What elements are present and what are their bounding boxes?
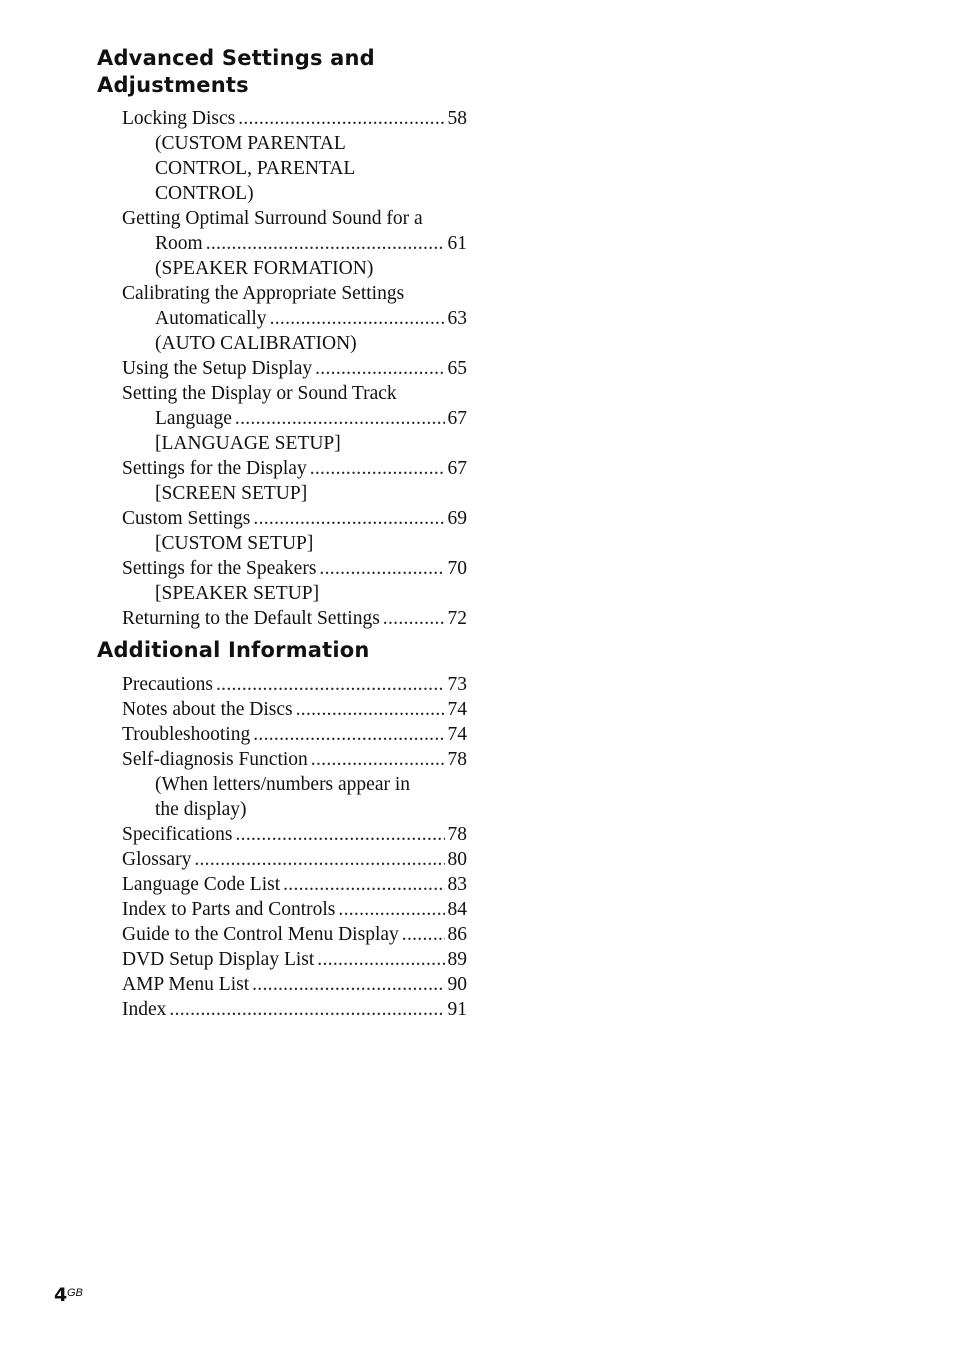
toc-entry-title: Glossary bbox=[122, 849, 192, 870]
toc-entry-subtitle bbox=[122, 431, 467, 456]
page-number-suffix: GB bbox=[67, 1287, 83, 1299]
toc-entry-glossary[interactable] bbox=[122, 847, 467, 872]
toc-entry-amp-menu-list[interactable] bbox=[122, 972, 467, 997]
toc-entry-subtitle-text: (CUSTOM PARENTAL bbox=[155, 133, 346, 154]
toc-entry-title: Custom Settings bbox=[122, 508, 251, 529]
toc-page-number: 78 bbox=[447, 824, 467, 845]
toc-entry-title: Specifications bbox=[122, 824, 233, 845]
toc-entry-subtitle bbox=[122, 481, 467, 506]
toc-entry-troubleshooting[interactable] bbox=[122, 722, 467, 747]
toc-entry-subtitle-text: [SCREEN SETUP] bbox=[155, 483, 308, 504]
dot-leader bbox=[206, 231, 445, 256]
heading-line: Advanced Settings and bbox=[97, 46, 375, 70]
dot-leader bbox=[216, 672, 445, 697]
dot-leader bbox=[252, 972, 444, 997]
toc-entry-subtitle bbox=[122, 331, 467, 356]
toc-page-number: 70 bbox=[447, 558, 467, 579]
toc-entry-title: Room bbox=[155, 233, 203, 254]
toc-entry-index[interactable] bbox=[122, 997, 467, 1022]
toc-page-number: 73 bbox=[447, 674, 467, 695]
section-heading-advanced-settings bbox=[97, 45, 375, 99]
toc-page-number: 86 bbox=[447, 924, 467, 945]
toc-entry-title: DVD Setup Display List bbox=[122, 949, 315, 970]
toc-entry-custom-settings[interactable] bbox=[122, 506, 467, 531]
toc-entry-title: Setting the Display or Sound Track bbox=[122, 383, 397, 404]
toc-entry-default-settings[interactable] bbox=[122, 606, 467, 631]
toc-entry-title: Getting Optimal Surround Sound for a bbox=[122, 208, 423, 229]
dot-leader bbox=[253, 722, 444, 747]
dot-leader bbox=[311, 747, 445, 772]
toc-entry-title: AMP Menu List bbox=[122, 974, 250, 995]
toc-entry-title: Using the Setup Display bbox=[122, 358, 313, 379]
section-heading-additional-information bbox=[97, 637, 370, 664]
toc-entry-title: Language Code List bbox=[122, 874, 281, 895]
toc-page-number: 91 bbox=[447, 999, 467, 1020]
page-number: 4 bbox=[54, 1284, 68, 1306]
toc-entry-subtitle-text: CONTROL) bbox=[155, 183, 254, 204]
toc-entry-title: Self-diagnosis Function bbox=[122, 749, 308, 770]
dot-leader bbox=[310, 456, 445, 481]
toc-entry-subtitle bbox=[122, 156, 467, 181]
toc-entry-settings-display[interactable] bbox=[122, 456, 467, 481]
toc-page-number: 69 bbox=[447, 508, 467, 529]
toc-page-number: 78 bbox=[447, 749, 467, 770]
heading-line: Adjustments bbox=[97, 73, 249, 97]
dot-leader bbox=[169, 997, 444, 1022]
toc-entry-title: Troubleshooting bbox=[122, 724, 251, 745]
dot-leader bbox=[317, 947, 444, 972]
toc-entry-optimal-surround[interactable] bbox=[122, 206, 467, 231]
toc-entry-subtitle bbox=[122, 772, 467, 797]
toc-page-number: 83 bbox=[447, 874, 467, 895]
dot-leader bbox=[402, 922, 445, 947]
toc-page-number: 65 bbox=[447, 358, 467, 379]
toc-entry-subtitle-text: [LANGUAGE SETUP] bbox=[155, 433, 341, 454]
toc-entry-notes-discs[interactable] bbox=[122, 697, 467, 722]
toc-entry-settings-speakers[interactable] bbox=[122, 556, 467, 581]
dot-leader bbox=[319, 556, 444, 581]
toc-entry-title: Guide to the Control Menu Display bbox=[122, 924, 399, 945]
toc-entry-subtitle bbox=[122, 181, 467, 206]
toc-list-advanced-settings bbox=[122, 106, 467, 631]
toc-entry-subtitle-text: [CUSTOM SETUP] bbox=[155, 533, 314, 554]
toc-page-number: 80 bbox=[447, 849, 467, 870]
toc-entry-continuation[interactable] bbox=[122, 231, 467, 256]
heading-line: Additional Information bbox=[97, 638, 370, 662]
dot-leader bbox=[315, 356, 444, 381]
toc-entry-title: Language bbox=[155, 408, 232, 429]
toc-page-number: 63 bbox=[447, 308, 467, 329]
toc-entry-subtitle-text: (AUTO CALIBRATION) bbox=[155, 333, 357, 354]
dot-leader bbox=[235, 822, 444, 847]
toc-entry-continuation[interactable] bbox=[122, 306, 467, 331]
dot-leader bbox=[338, 897, 444, 922]
toc-entry-title: Index to Parts and Controls bbox=[122, 899, 336, 920]
toc-entry-subtitle-text: (When letters/numbers appear in bbox=[155, 774, 411, 795]
toc-entry-specifications[interactable] bbox=[122, 822, 467, 847]
dot-leader bbox=[296, 697, 445, 722]
dot-leader bbox=[194, 847, 444, 872]
toc-page-number: 90 bbox=[447, 974, 467, 995]
toc-entry-title: Index bbox=[122, 999, 167, 1020]
toc-entry-calibrating[interactable] bbox=[122, 281, 467, 306]
toc-entry-subtitle bbox=[122, 131, 467, 156]
toc-page-number: 61 bbox=[447, 233, 467, 254]
toc-entry-locking-discs[interactable] bbox=[122, 106, 467, 131]
toc-entry-title: Calibrating the Appropriate Settings bbox=[122, 283, 405, 304]
toc-entry-title: Returning to the Default Settings bbox=[122, 608, 380, 629]
toc-page-number: 84 bbox=[447, 899, 467, 920]
toc-entry-title: Automatically bbox=[155, 308, 267, 329]
toc-entry-subtitle bbox=[122, 256, 467, 281]
toc-entry-subtitle-text: the display) bbox=[155, 799, 247, 820]
toc-entry-subtitle-text: [SPEAKER SETUP] bbox=[155, 583, 320, 604]
toc-entry-title: Precautions bbox=[122, 674, 213, 695]
toc-entry-setup-display[interactable] bbox=[122, 356, 467, 381]
toc-page-number: 72 bbox=[447, 608, 467, 629]
toc-entry-continuation[interactable] bbox=[122, 406, 467, 431]
toc-page-number: 67 bbox=[447, 458, 467, 479]
dot-leader bbox=[253, 506, 444, 531]
dot-leader bbox=[235, 406, 445, 431]
toc-entry-title: Notes about the Discs bbox=[122, 699, 293, 720]
toc-entry-subtitle-text: CONTROL, PARENTAL bbox=[155, 158, 356, 179]
toc-entry-subtitle bbox=[122, 581, 467, 606]
toc-entry-precautions[interactable] bbox=[122, 672, 467, 697]
toc-list-additional-information bbox=[122, 672, 467, 1022]
toc-entry-subtitle bbox=[122, 531, 467, 556]
dot-leader bbox=[283, 872, 444, 897]
toc-entry-subtitle bbox=[122, 797, 467, 822]
toc-page-number: 67 bbox=[447, 408, 467, 429]
toc-page-number: 74 bbox=[447, 699, 467, 720]
toc-page-number: 74 bbox=[447, 724, 467, 745]
dot-leader bbox=[270, 306, 445, 331]
toc-entry-language-code-list[interactable] bbox=[122, 872, 467, 897]
dot-leader bbox=[383, 606, 445, 631]
toc-entry-title: Settings for the Speakers bbox=[122, 558, 317, 579]
toc-entry-display-language[interactable] bbox=[122, 381, 467, 406]
toc-entry-index-parts[interactable] bbox=[122, 897, 467, 922]
toc-entry-control-menu[interactable] bbox=[122, 922, 467, 947]
toc-entry-dvd-setup-list[interactable] bbox=[122, 947, 467, 972]
dot-leader bbox=[238, 106, 444, 131]
toc-page-number: 89 bbox=[447, 949, 467, 970]
toc-entry-title: Locking Discs bbox=[122, 108, 236, 129]
toc-entry-self-diagnosis[interactable] bbox=[122, 747, 467, 772]
toc-entry-subtitle-text: (SPEAKER FORMATION) bbox=[155, 258, 374, 279]
toc-page-number: 58 bbox=[447, 108, 467, 129]
toc-entry-title: Settings for the Display bbox=[122, 458, 307, 479]
